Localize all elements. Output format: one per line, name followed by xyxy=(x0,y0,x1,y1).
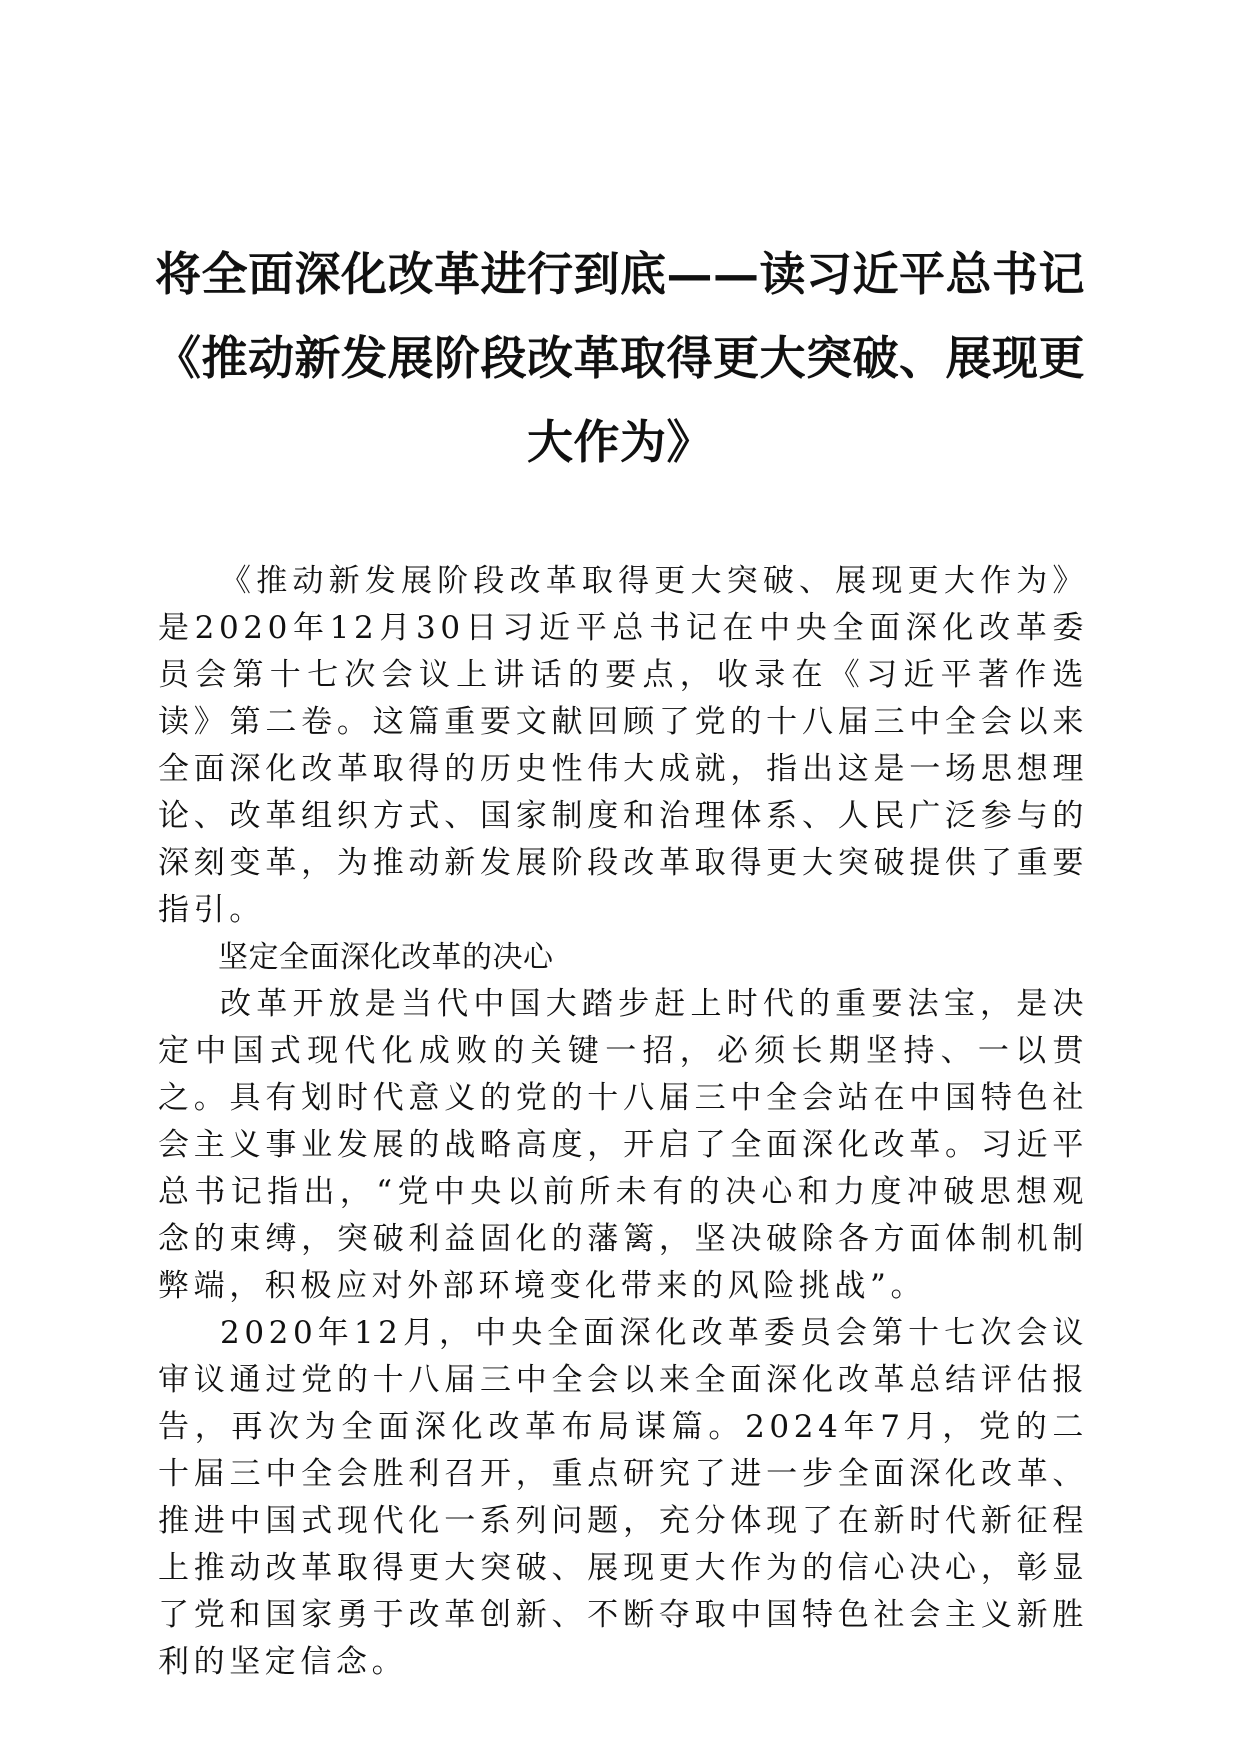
title-line-2: 《推动新发展阶段改革取得更大突破、展现更 xyxy=(155,331,1085,385)
title-line-1: 将全面深化改革进行到底——读习近平总书记 xyxy=(155,247,1085,301)
section-heading: 坚定全面深化改革的决心 xyxy=(218,940,554,975)
section-paragraph-2: 2020年12月，中央全面深化改革委员会第十七次会议审议通过党的十八届三中全会以来全面深化改革总结评估报告，再次为全面深化改革布局谋篇。2024年7月，党的二十届三中全会胜利召开，重点研究了进一步全面深化改革、推进中国式现代化一系列问题，充分体现了在新时代新征程上推动改革取得更大突破、展现更大作为的信心决心，彰显了党和国家勇于改革创新、不断夺取中国特色社会主义新胜利的坚定信念。 xyxy=(158,1315,1088,1680)
section-paragraph-1: 改革开放是当代中国大踏步赶上时代的重要法宝，是决定中国式现代化成败的关键一招，必须长期坚持、一以贯之。具有划时代意义的党的十八届三中全会站在中国特色社会主义事业发展的战略高度，开启了全面深化改革。习近平总书记指出，“党中央以前所未有的决心和力度冲破思想观念的束缚，突破利益固化的藩篱，坚决破除各方面体制机制弊端，积极应对外部环境变化带来的风险挑战”。 xyxy=(158,986,1088,1304)
document-title xyxy=(150,232,1090,484)
title-line-3: 大作为》 xyxy=(527,415,713,469)
intro-paragraph: 《推动新发展阶段改革取得更大突破、展现更大作为》是2020年12月30日习近平总书记在中央全面深化改革委员会第十七次会议上讲话的要点，收录在《习近平著作选读》第二卷。这篇重要文献回顾了党的十八届三中全会以来全面深化改革取得的历史性伟大成就，指出这是一场思想理论、改革组织方式、国家制度和治理体系、人民广泛参与的深刻变革，为推动新发展阶段改革取得更大突破提供了重要指引。 xyxy=(158,563,1088,928)
document-body xyxy=(158,558,1088,1686)
